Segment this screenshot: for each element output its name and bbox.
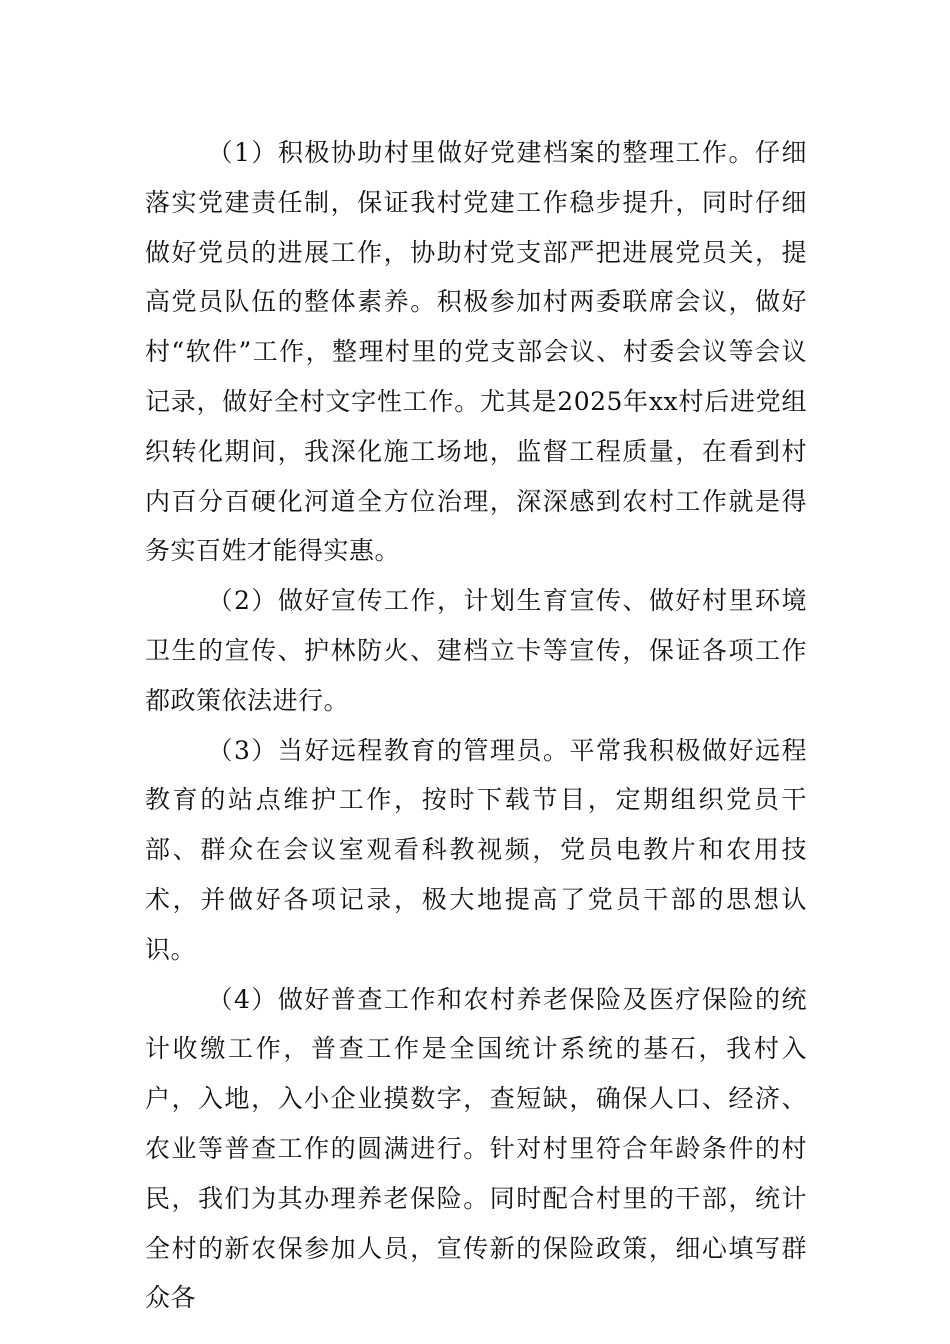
paragraph-2: （2）做好宣传工作，计划生育宣传、做好村里环境卫生的宣传、护林防火、建档立卡等宣传，保证各项工作都政策依法进行。 bbox=[145, 586, 807, 715]
paragraph-1: （1）积极协助村里做好党建档案的整理工作。仔细落实党建责任制，保证我村党建工作稳步提升，同时仔细做好党员的进展工作，协助村党支部严把进展党员关，提高党员队伍的整体素养。积极参加村两委联席会议，做好村“软件”工作，整理村里的党支部会议、村委会议等会议记录，做好全村文字性工作。尤其是2025年xx村后进党组织转化期间，我深化施工场地，监督工程质量，在看到村内百分百硬化河道全方位治理，深深感到农村工作就是得务实百姓才能得实惠。 bbox=[145, 138, 807, 566]
paragraph-3: （3）当好远程教育的管理员。平常我积极做好远程教育的站点维护工作，按时下载节目，定期组织党员干部、群众在会议室观看科教视频，党员电教片和农用技术，并做好各项记录，极大地提高了党员干部的思想认识。 bbox=[145, 735, 807, 964]
paragraph-4: （4）做好普查工作和农村养老保险及医疗保险的统计收缴工作，普查工作是全国统计系统的基石，我村入户，入地，入小企业摸数字，查短缺，确保人口、经济、农业等普查工作的圆满进行。针对村里符合年龄条件的村民，我们为其办理养老保险。同时配合村里的干部，统计全村的新农保参加人员，宣传新的保险政策，细心填写群众各 bbox=[145, 984, 807, 1313]
document-body bbox=[145, 128, 807, 1323]
